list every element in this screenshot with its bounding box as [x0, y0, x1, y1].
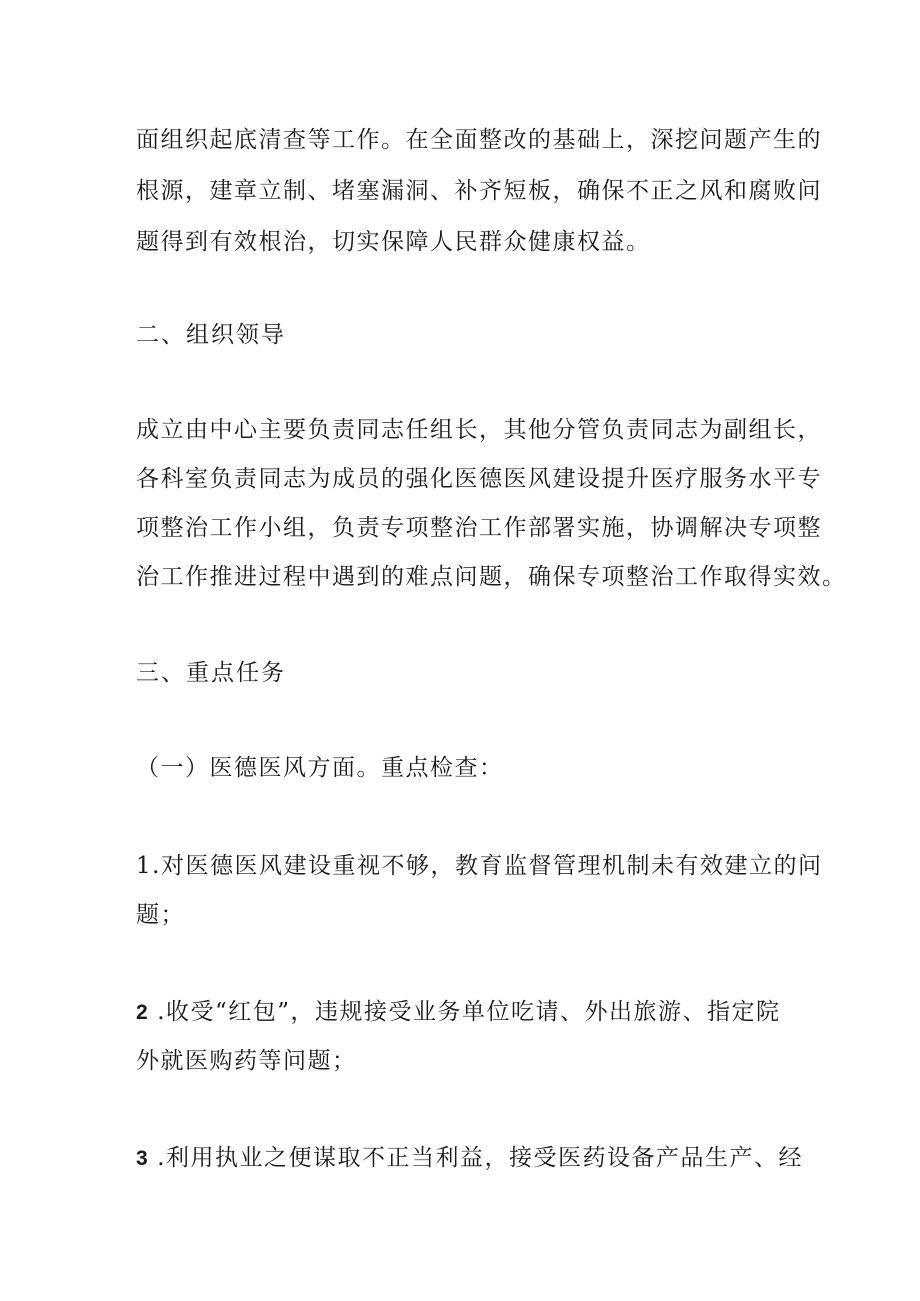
item-3-text: .利用执业之便谋取不正当利益，接受医药设备产品生产、经: [157, 1145, 803, 1171]
section-heading-key-tasks: 三、重点任务: [136, 660, 286, 686]
intro-line-2: 根源，建章立制、堵塞漏洞、补齐短板，确保不正之风和腐败问: [136, 178, 822, 204]
intro-line-3: 题得到有效根治，切实保障人民群众健康权益。: [136, 229, 651, 255]
item-2-number: 2: [136, 1001, 150, 1024]
section2-line-1: 成立由中心主要负责同志任组长，其他分管负责同志为副组长，: [136, 417, 822, 443]
item-3-number: 3: [136, 1147, 150, 1170]
item-1-line-1: 1.对医德医风建设重视不够，教育监督管理机制未有效建立的问: [136, 853, 823, 879]
item-1-line-2: 题；: [136, 902, 185, 928]
intro-line-1: 面组织起底清查等工作。在全面整改的基础上，深挖问题产生的: [136, 127, 822, 153]
subsection-heading-medical-ethics: （一）医德医风方面。重点检查：: [136, 755, 504, 781]
item-2-line-1: [136, 996, 781, 1029]
section2-line-3: 项整治工作小组，负责专项整治工作部署实施，协调解决专项整: [136, 515, 822, 541]
section-heading-organization: 二、组织领导: [136, 322, 286, 348]
item-2-text: .收受“红包”，违规接受业务单位吃请、外出旅游、指定院: [157, 999, 781, 1025]
item-3-line-1: [136, 1142, 803, 1175]
section2-line-2: 各科室负责同志为成员的强化医德医风建设提升医疗服务水平专: [136, 466, 822, 492]
item-2-line-2: 外就医购药等问题；: [136, 1048, 357, 1074]
section2-line-4: 治工作推进过程中遇到的难点问题，确保专项整治工作取得实效。: [136, 564, 847, 590]
